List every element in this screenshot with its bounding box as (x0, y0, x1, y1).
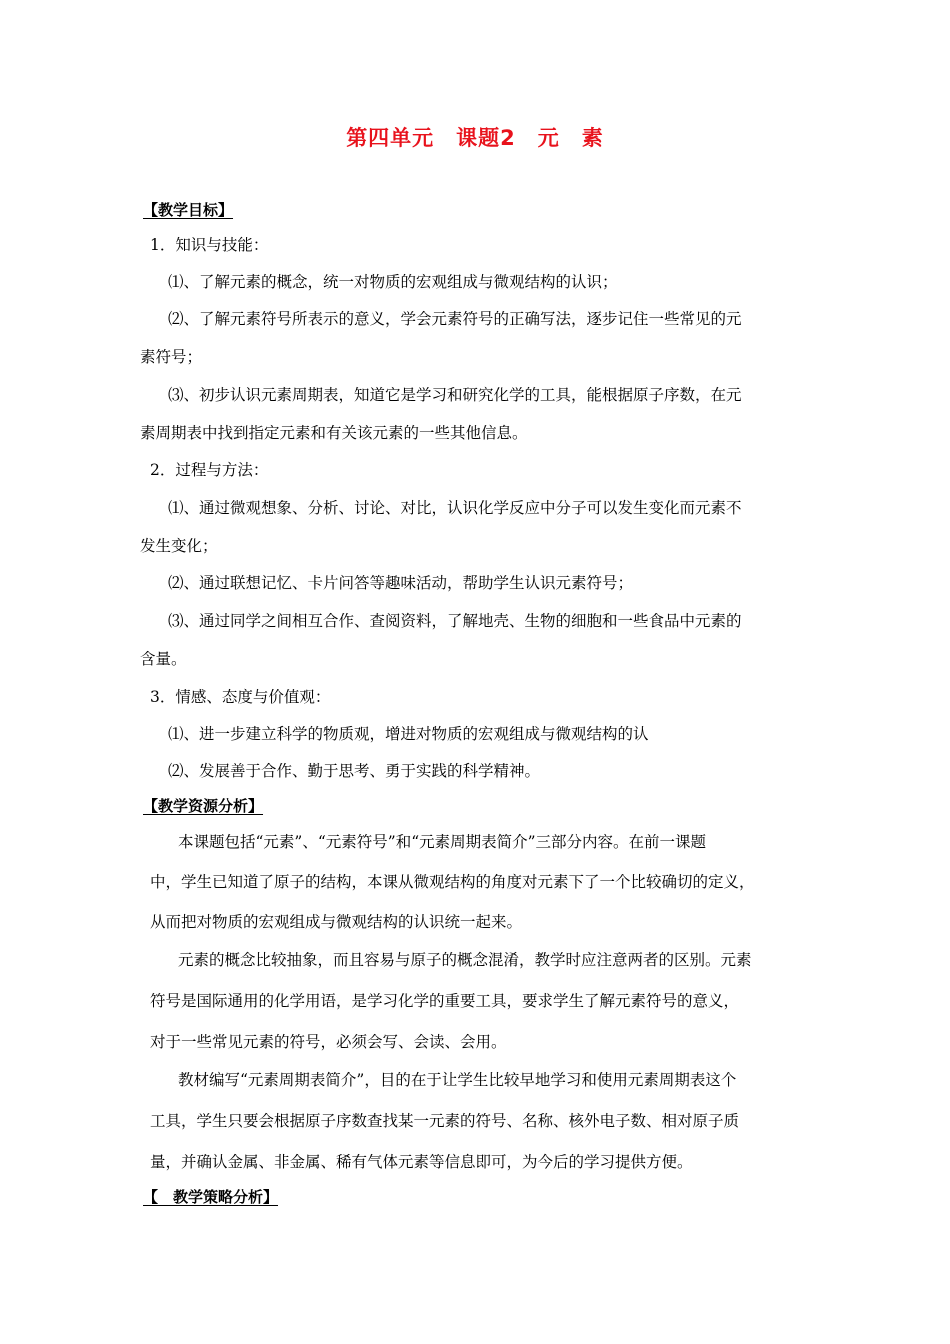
resources-para-3-line-1: 教材编写“元素周期表简介”，目的在于让学生比较早地学习和使用元素周期表这个 (178, 1071, 737, 1089)
resources-para-3-line-2: 工具，学生只要会根据原子序数查找某一元素的符号、名称、核外电子数、相对原子质 (150, 1112, 740, 1130)
objective-item-3-point-2: ⑵、发展善于合作、勤于思考、勇于实践的科学精神。 (168, 762, 541, 780)
objective-item-3-point-1: ⑴、进一步建立科学的物质观，增进对物质的宏观组成与微观结构的认 (168, 725, 649, 743)
document-title: 第四单元 课题2 元 素 (346, 126, 604, 150)
resources-para-1-line-3: 从而把对物质的宏观组成与微观结构的认识统一起来。 (150, 913, 523, 931)
objective-item-1-title: 1．知识与技能： (150, 236, 269, 254)
objective-item-2-point-1-line-2: 发生变化； (140, 537, 218, 555)
objective-item-1-point-2-line-1: ⑵、了解元素符号所表示的意义，学会元素符号的正确写法，逐步记住一些常见的元 (168, 310, 742, 328)
resources-para-1-line-2: 中，学生已知道了原子的结构，本课从微观结构的角度对元素下了一个比较确切的定义， (150, 873, 755, 891)
objective-item-3-title: 3．情感、态度与价值观： (150, 688, 331, 706)
objective-item-1-point-3-line-2: 素周期表中找到指定元素和有关该元素的一些其他信息。 (140, 424, 528, 442)
resources-para-2-line-1: 元素的概念比较抽象，而且容易与原子的概念混淆，教学时应注意两者的区别。元素 (178, 951, 752, 969)
resources-para-2-line-3: 对于一些常见元素的符号，必须会写、会读、会用。 (150, 1033, 507, 1051)
resources-para-2-line-2: 符号是国际通用的化学用语，是学习化学的重要工具，要求学生了解元素符号的意义， (150, 992, 740, 1010)
resources-para-1-line-1: 本课题包括“元素”、“元素符号”和“元素周期表简介”三部分内容。在前一课题 (178, 833, 707, 851)
objective-item-2-point-3-line-1: ⑶、通过同学之间相互合作、查阅资料，了解地壳、生物的细胞和一些食品中元素的 (168, 612, 742, 630)
objective-item-2-title: 2．过程与方法： (150, 461, 269, 479)
objective-item-1-point-3-line-1: ⑶、初步认识元素周期表，知道它是学习和研究化学的工具，能根据原子序数，在元 (168, 386, 742, 404)
objective-item-1-point-2-line-2: 素符号； (140, 348, 203, 366)
objective-item-1-point-1: ⑴、了解元素的概念，统一对物质的宏观组成与微观结构的认识； (168, 273, 618, 291)
section-heading-objectives: 【教学目标】 (143, 201, 234, 219)
resources-para-3-line-3: 量，并确认金属、非金属、稀有气体元素等信息即可，为今后的学习提供方便。 (150, 1153, 693, 1171)
section-heading-resources: 【教学资源分析】 (143, 797, 264, 815)
objective-item-2-point-3-line-2: 含量。 (140, 650, 187, 668)
objective-item-2-point-2: ⑵、通过联想记忆、卡片问答等趣味活动，帮助学生认识元素符号； (168, 574, 634, 592)
objective-item-2-point-1-line-1: ⑴、通过微观想象、分析、讨论、对比，认识化学反应中分子可以发生变化而元素不 (168, 499, 742, 517)
section-heading-strategy: 【 教学策略分析】 (143, 1188, 279, 1206)
